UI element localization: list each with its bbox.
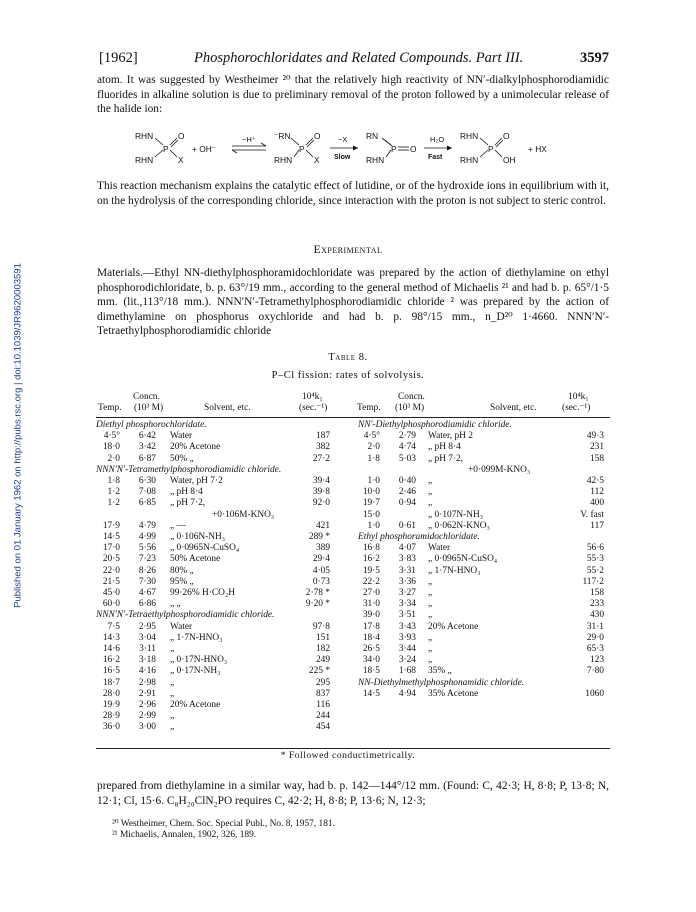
table-cell-concn: 3·83 <box>398 554 416 565</box>
table-cell-solvent: 50% Acetone <box>170 554 221 565</box>
table-section-title: NNN′N′-Tetraethylphosphorodiamidic chloride. <box>96 610 275 621</box>
table-cell-temp: 28·0 <box>102 688 120 699</box>
scheme-x-2: X <box>314 155 320 165</box>
table-cell-temp: 45·0 <box>102 588 120 598</box>
table-cell-concn: 3·36 <box>398 576 416 587</box>
table-cell-concn: 3·34 <box>398 599 416 610</box>
table-cell-concn: 6·87 <box>138 453 156 464</box>
scheme-arrow2-label: −X <box>338 135 348 144</box>
table-cell-solvent: 20% Acetone <box>170 700 221 710</box>
table-cell-temp: 15·0 <box>362 509 380 520</box>
scheme-plus-oh: + OH⁻ <box>192 144 217 154</box>
table-cell-temp: 1·0 <box>367 476 380 486</box>
table-cell-k: 454 <box>315 722 330 733</box>
scheme-o-4: O <box>503 131 510 141</box>
table-cell-k: 382 <box>315 442 330 453</box>
table-cell-solvent: „ 0·0965N-CuSO₄ <box>170 543 240 554</box>
col-solvent-left: Solvent, etc. <box>204 403 251 413</box>
col-k-unit-right: (sec.⁻¹) <box>562 403 591 413</box>
table-cell-concn: 6·30 <box>138 476 156 486</box>
table-cell-concn: 3·31 <box>398 565 416 576</box>
table-cell-solvent: „ <box>428 644 433 654</box>
table-cell-temp: 1·2 <box>107 498 120 509</box>
table-cell-temp: 18·0 <box>102 442 120 453</box>
scheme-arrow1-label: −H⁺ <box>242 135 256 144</box>
table-rule-top <box>96 417 610 418</box>
doi-sidebar[interactable]: Published on 01 January 1962 on http://pubs.rsc.org | doi:10.1039/JR9620003591 <box>12 263 24 608</box>
scheme-rn-1: ⁻RN <box>274 131 291 141</box>
table-cell-k: 182 <box>315 644 330 654</box>
table-caption: P–Cl fission: rates of solvolysis. <box>271 370 425 381</box>
scheme-rhn-3: RHN <box>274 155 293 165</box>
paragraph-3: Materials.—Ethyl NN-diethylphosphoramidochloridate was prepared by the action of diethylamine on ethyl phosphorodichloridate, b. p. 63°/19 mm., according to the general method of Michaelis ²¹ and had b. p. 65°/1·5 mm. (lit.,113°/18 mm.). NNN′N′-Tetramethylphosphorodiamidic chloride ² was prepared by the action of dimethylamine on phosphorus oxychloride and had b. p. 98°/15 mm., n_D²⁰ 1·4660. NNN′N′-Tetraethylphosphorodiamidic chloride <box>97 267 609 338</box>
table-cell-k: 55·3 <box>586 554 604 565</box>
table-cell-concn: 3·11 <box>139 644 156 654</box>
table-cell-k: 389 <box>315 543 330 554</box>
footnote-21: ²¹ Michaelis, Annalen, 1902, 326, 189. <box>112 830 257 840</box>
paragraph-2: This reaction mechanism explains the catalytic effect of lutidine, or of the hydroxide ions in equilibrium with it, on the hydrolysis of the corresponding chloride, since interaction with the proton is not subject to steric control. <box>97 180 609 207</box>
table-cell-k: 112 <box>590 487 604 498</box>
scheme-arrow3-fast: Fast <box>428 154 443 161</box>
col-k-left: 10⁴k₁ <box>302 392 323 402</box>
table-cell-k: 31·1 <box>586 621 604 632</box>
table-cell-concn: 2·91 <box>138 688 156 699</box>
table-cell-solvent: „ <box>428 498 433 509</box>
table-cell-temp: 34·0 <box>362 655 380 666</box>
table-cell-temp: 17·0 <box>102 543 120 554</box>
table-cell-concn: 4·99 <box>138 532 156 542</box>
page-number: 3597 <box>580 50 609 66</box>
table-cell-temp: 14·3 <box>102 632 120 643</box>
table-cell-solvent: „ 0·107N-NH₃ <box>428 509 484 520</box>
table-section-title: Ethyl phosphoramidochloridate. <box>358 532 480 542</box>
scheme-o-3: O <box>410 144 417 154</box>
table-cell-solvent: „ <box>170 677 175 688</box>
table-cell-k: 158 <box>589 588 604 598</box>
table-cell-k: 92·0 <box>312 498 330 509</box>
table-cell-temp: 1·8 <box>107 476 120 486</box>
scheme-arrow3-label: H₂O <box>430 135 445 144</box>
table-cell-concn: 3·18 <box>138 655 156 666</box>
table-cell-k: 249 <box>315 655 330 666</box>
table-cell-k: 187 <box>315 431 330 442</box>
table-cell-k: 56·6 <box>586 543 604 554</box>
table-cell-concn: 3·43 <box>398 621 416 632</box>
table-cell-concn: 4·79 <box>138 520 156 531</box>
table-cell-k: 117·2 <box>582 576 604 587</box>
table-cell-k: 27·2 <box>312 453 330 464</box>
table-cell-k: 9·20 * <box>305 599 330 610</box>
table-cell-solvent: „ <box>170 688 175 699</box>
table-cell-temp: 7·5 <box>107 621 120 632</box>
table-cell-concn: 0·40 <box>398 476 416 486</box>
table-cell-solvent: „ <box>170 722 175 733</box>
table-cell-concn: 0·94 <box>398 498 416 509</box>
table-cell-solvent: 35% „ <box>428 666 452 677</box>
table-cell-concn: 2·99 <box>138 711 156 722</box>
table-cell-concn: 2·98 <box>138 677 156 688</box>
table-cell-temp: 14·6 <box>102 644 120 654</box>
scheme-rn-2: RN <box>366 131 379 141</box>
table-cell-solvent: „ <box>428 487 433 498</box>
table-cell-solvent: 20% Acetone <box>428 621 479 632</box>
table-cell-solvent: „ pH 7·2, <box>170 498 206 509</box>
table-cell-concn: 0·61 <box>398 520 416 531</box>
table-cell-k: 123 <box>589 655 604 666</box>
table-cell-temp: 16·8 <box>362 543 380 554</box>
table-section-title: NN′-Diethylphosphorodiamidic chloride. <box>358 420 512 430</box>
table-cell-k: 158 <box>589 453 604 464</box>
table-cell-temp: 21·5 <box>102 576 120 587</box>
scheme-rhn-4: RHN <box>366 155 385 165</box>
table-cell-k: 0·73 <box>312 576 330 587</box>
header-year: [1962] <box>99 50 138 66</box>
table-cell-temp: 2·0 <box>367 442 380 453</box>
table-cell-solvent: „ 0·106N-NH₃ <box>170 532 226 542</box>
table-cell-solvent: +0·099M-KNO₃ <box>468 464 531 475</box>
table-cell-solvent: „ pH 8·4 <box>170 487 203 498</box>
table-cell-k: 430 <box>589 610 604 621</box>
table-cell-solvent: 35% Acetone <box>428 688 479 699</box>
table-cell-temp: 14·5 <box>102 532 120 542</box>
table-cell-solvent: „ pH 8·4 <box>428 442 461 453</box>
table-cell-concn: 1·68 <box>398 666 416 677</box>
table-cell-solvent: „ „ <box>170 599 181 610</box>
table-cell-temp: 27·0 <box>362 588 380 598</box>
table-cell-solvent: „ <box>170 711 175 722</box>
table-cell-temp: 18·7 <box>102 677 120 688</box>
table-cell-k: 42·5 <box>586 476 604 486</box>
table-cell-k: 225 * <box>308 666 330 677</box>
table-cell-temp: 31·0 <box>362 599 380 610</box>
table-cell-solvent: „ 1·7N-HNO₃ <box>170 632 223 643</box>
table-cell-temp: 17·8 <box>362 621 380 632</box>
table-cell-temp: 16·5 <box>102 666 120 677</box>
table-cell-solvent: „ 0·0965N-CuSO₄ <box>428 554 498 565</box>
table-cell-k: 837 <box>315 688 330 699</box>
table-cell-concn: 3·51 <box>398 610 416 621</box>
table-cell-concn: 4·74 <box>398 442 416 453</box>
table-cell-temp: 1·2 <box>107 487 120 498</box>
table-cell-k: 231 <box>589 442 604 453</box>
table-title: Table 8. <box>328 352 368 363</box>
table-cell-solvent: „ <box>428 576 433 587</box>
scheme-arrow2-slow: Slow <box>334 154 351 161</box>
table-cell-solvent: „ 0·17N-HNO₃ <box>170 655 228 666</box>
scheme-rhn-2: RHN <box>135 155 154 165</box>
table-cell-concn: 3·24 <box>398 655 416 666</box>
table-cell-concn: 2·95 <box>138 621 156 632</box>
table-cell-solvent: Water <box>170 431 193 442</box>
scheme-rhn-6: RHN <box>460 155 479 165</box>
table-cell-concn: 2·79 <box>398 431 416 442</box>
table-cell-k: 151 <box>315 632 330 643</box>
table-cell-k: 49·3 <box>586 431 604 442</box>
table-cell-k: 2·78 * <box>305 588 330 598</box>
table-cell-k: 244 <box>315 711 330 722</box>
scheme-oh: OH <box>503 155 516 165</box>
table-cell-temp: 19·7 <box>362 498 380 509</box>
scheme-x-1: X <box>178 155 184 165</box>
table-cell-temp: 2·0 <box>107 453 120 464</box>
reaction-scheme <box>130 124 570 170</box>
table-cell-k: 39·8 <box>312 487 330 498</box>
table-cell-concn: 7·23 <box>138 554 156 565</box>
scheme-p-4: P <box>488 144 494 154</box>
table-rule-bottom <box>96 748 610 749</box>
table-cell-temp: 19·9 <box>102 700 120 710</box>
table-cell-solvent: „ — <box>170 520 186 531</box>
table-cell-solvent: 95% „ <box>170 576 194 587</box>
scheme-p-3: P <box>391 144 397 154</box>
scheme-o-2: O <box>314 131 321 141</box>
table-cell-solvent: Water, pH 2 <box>428 431 473 442</box>
table-cell-solvent: 99·26% H·CO₂H <box>170 588 235 598</box>
col-temp-right: Temp. <box>357 403 381 413</box>
table-cell-k: 29·4 <box>312 554 330 565</box>
table-cell-solvent: 50% „ <box>170 453 194 464</box>
table-cell-concn: 5·56 <box>138 543 156 554</box>
table-cell-concn: 2·96 <box>138 700 156 710</box>
table-cell-k: 295 <box>315 677 330 688</box>
table-cell-solvent: Water <box>428 543 451 554</box>
footnote-20: ²⁰ Westheimer, Chem. Soc. Special Publ., No. 8, 1957, 181. <box>112 819 335 829</box>
table-cell-concn: 5·03 <box>398 453 416 464</box>
table-cell-solvent: Water, pH 7·2 <box>170 476 223 486</box>
table-cell-temp: 20·5 <box>102 554 120 565</box>
table-cell-concn: 6·42 <box>138 431 156 442</box>
table-section-title: NN-Diethylmethylphosphonamidic chloride. <box>358 677 525 688</box>
col-concn-left: Concn. <box>133 392 160 402</box>
table-cell-concn: 3·93 <box>398 632 416 643</box>
col-concn-unit-left: (10³ M) <box>134 403 164 413</box>
table-cell-k: V. fast <box>580 509 604 520</box>
table-cell-concn: 6·85 <box>138 498 156 509</box>
table-cell-k: 421 <box>315 520 330 531</box>
table-cell-concn: 3·27 <box>398 588 416 598</box>
table-header-left <box>0 392 696 416</box>
table-section-title: Diethyl phosphorochloridate. <box>96 420 207 430</box>
table-cell-temp: 19·5 <box>362 565 380 576</box>
table-cell-solvent: „ 0·062N-KNO₃ <box>428 520 490 531</box>
table-cell-concn: 7·08 <box>138 487 156 498</box>
table-cell-temp: 22·0 <box>102 565 120 576</box>
table-cell-solvent: „ <box>428 599 433 610</box>
section-heading-experimental: Experimental <box>313 244 383 256</box>
col-concn-right: Concn. <box>398 392 425 402</box>
header-title: Phosphorochloridates and Related Compounds. Part III. <box>194 50 524 66</box>
table-cell-solvent: Water <box>170 621 193 632</box>
scheme-plus-hx: + HX <box>528 144 547 154</box>
table-cell-temp: 1·8 <box>367 453 380 464</box>
paragraph-1: atom. It was suggested by Westheimer ²⁰ that the relatively high reactivity of NN′-dialkylphosphorodiamidic fluorides in alkaline solution is due to preliminary removal of the proton followed by a unimolecular release of the halide ion: <box>97 74 609 116</box>
table-cell-concn: 4·67 <box>138 588 156 598</box>
table-cell-concn: 4·16 <box>138 666 156 677</box>
table-cell-temp: 4·5° <box>103 431 120 442</box>
col-solvent-right: Solvent, etc. <box>490 403 537 413</box>
table-cell-solvent: „ 0·17N-NH₃ <box>170 666 221 677</box>
table-cell-solvent: +0·106M-KNO₃ <box>212 509 275 520</box>
scheme-rhn-1: RHN <box>135 131 154 141</box>
table-cell-temp: 4·5° <box>363 431 380 442</box>
col-temp-left: Temp. <box>98 403 122 413</box>
table-cell-k: 116 <box>316 700 330 710</box>
paragraph-4: prepared from diethylamine in a similar way, had b. p. 142—144°/12 mm. (Found: C, 42·3; H, 8·8; P, 13·8; N, 12·1; Cl, 15·6. C₈H₂₀ClN₂PO requires C, 42·2; H, 8·8; P, 13·6; N, 12·3; <box>97 780 609 807</box>
table-cell-solvent: „ pH 7·2, <box>428 453 464 464</box>
col-concn-unit-right: (10³ M) <box>395 403 425 413</box>
table-cell-k: 117 <box>590 520 604 531</box>
table-cell-temp: 60·0 <box>102 599 120 610</box>
table-cell-temp: 14·5 <box>362 688 380 699</box>
table-cell-temp: 17·9 <box>102 520 120 531</box>
scheme-o-1: O <box>178 131 185 141</box>
table-cell-temp: 16·2 <box>362 554 380 565</box>
table-cell-temp: 36·0 <box>102 722 120 733</box>
table-cell-solvent: „ 1·7N-HNO₃ <box>428 565 481 576</box>
table-cell-concn: 4·94 <box>398 688 416 699</box>
table-cell-solvent: „ <box>428 610 433 621</box>
table-cell-k: 97·8 <box>312 621 330 632</box>
table-cell-k: 55·2 <box>586 565 604 576</box>
table-cell-concn: 6·86 <box>138 599 156 610</box>
table-cell-k: 7·80 <box>586 666 604 677</box>
scheme-p-1: P <box>163 144 169 154</box>
table-cell-concn: 3·04 <box>138 632 156 643</box>
table-cell-solvent: „ <box>428 476 433 486</box>
table-cell-k: 65·3 <box>586 644 604 654</box>
table-cell-temp: 26·5 <box>362 644 380 654</box>
table-cell-solvent: „ <box>428 655 433 666</box>
table-footnote: * Followed conductimetrically. <box>280 750 416 761</box>
scheme-rhn-5: RHN <box>460 131 479 141</box>
table-cell-temp: 1·0 <box>367 520 380 531</box>
table-cell-temp: 10·0 <box>362 487 380 498</box>
col-k-unit-left: (sec.⁻¹) <box>299 403 328 413</box>
table-cell-concn: 3·42 <box>138 442 156 453</box>
table-cell-k: 39·4 <box>312 476 330 486</box>
table-cell-solvent: „ <box>428 588 433 598</box>
table-cell-k: 4·05 <box>312 565 330 576</box>
table-cell-temp: 18·5 <box>362 666 380 677</box>
table-section-title: NNN′N′-Tetramethylphosphorodiamidic chloride. <box>96 464 282 475</box>
table-cell-concn: 2·46 <box>398 487 416 498</box>
table-cell-temp: 39·0 <box>362 610 380 621</box>
table-cell-concn: 3·44 <box>398 644 416 654</box>
table-cell-temp: 28·9 <box>102 711 120 722</box>
col-k-right: 10⁴k₁ <box>568 392 589 402</box>
table-cell-k: 1060 <box>585 688 604 699</box>
table-cell-solvent: 80% „ <box>170 565 194 576</box>
table-cell-concn: 7·30 <box>138 576 156 587</box>
table-cell-k: 233 <box>589 599 604 610</box>
table-cell-concn: 8·26 <box>138 565 156 576</box>
table-cell-solvent: „ <box>428 632 433 643</box>
table-cell-k: 289 * <box>308 532 330 542</box>
table-cell-solvent: „ <box>170 644 175 654</box>
table-cell-temp: 18·4 <box>362 632 380 643</box>
table-cell-temp: 22·2 <box>362 576 380 587</box>
table-cell-concn: 4·07 <box>398 543 416 554</box>
table-cell-solvent: 20% Acetone <box>170 442 221 453</box>
scheme-p-2: P <box>299 144 305 154</box>
table-cell-k: 29·0 <box>586 632 604 643</box>
table-cell-concn: 3·00 <box>138 722 156 733</box>
table-cell-k: 400 <box>589 498 604 509</box>
table-cell-temp: 16·2 <box>102 655 120 666</box>
